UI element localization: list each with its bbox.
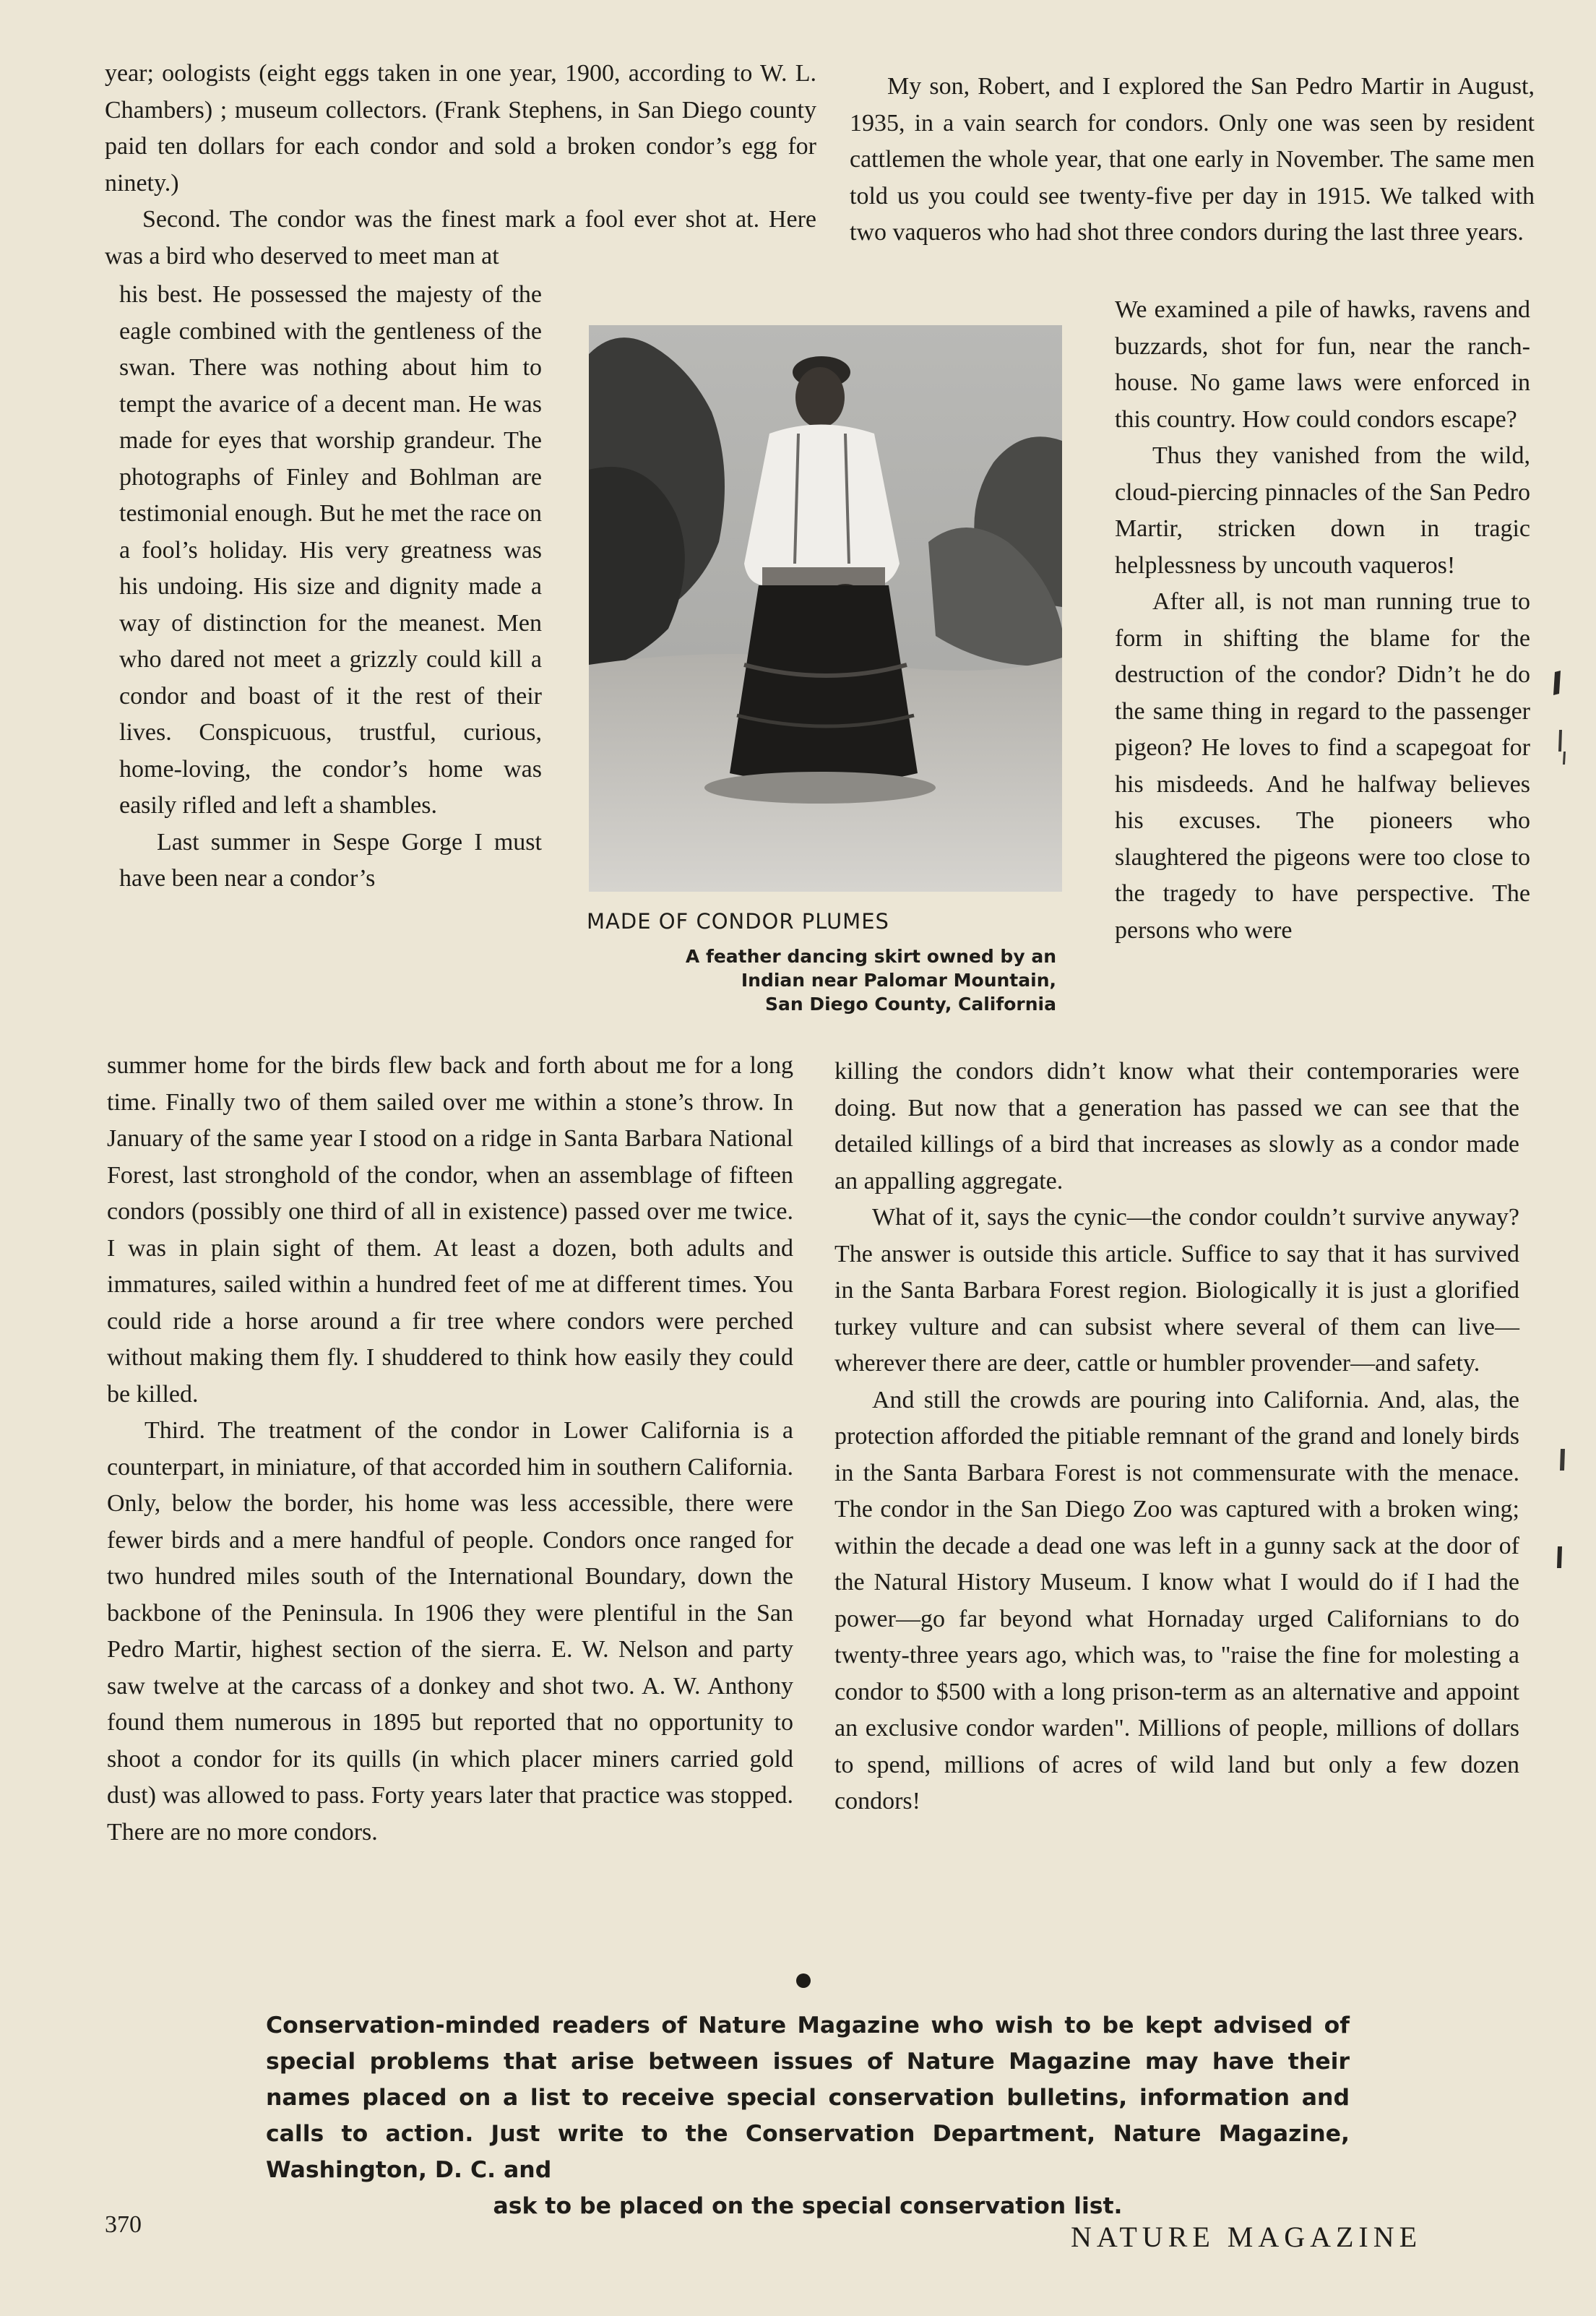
photo-caption-title: MADE OF CONDOR PLUMES xyxy=(587,909,889,934)
caption-line: A feather dancing skirt owned by an xyxy=(685,946,1056,967)
notice-last-line: ask to be placed on the special conservation list. xyxy=(493,2193,1123,2219)
left-column-narrow xyxy=(119,277,542,897)
margin-ink-marks xyxy=(1546,650,1575,1590)
page-number: 370 xyxy=(105,2211,142,2238)
paragraph: We examined a pile of hawks, ravens and buzzards, shot for fun, near the ranch-house. No game laws were enforced in this country. How could condors escape? xyxy=(1115,296,1530,433)
caption-line: Indian near Palomar Mountain, xyxy=(741,970,1056,991)
left-column-top xyxy=(105,56,816,275)
right-column-top xyxy=(850,69,1535,251)
paragraph: his best. He possessed the majesty of the eagle combined with the gentleness of the swan. There was nothing about him to tempt the avarice of a decent man. He was made for eyes that worship grandeur. The photographs of Finley and Bohlman are testimonial enough. But he met the race on a fool’s holiday. His very greatness was his undoing. His size and dignity made a way of distinction for the meanest. Men who dared not meet a grizzly could kill a condor and boast of it the rest of their lives. Conspicuous, trustful, curious, home-loving, the condor’s home was easily rifled and left a shambles. xyxy=(119,281,542,819)
paragraph: Last summer in Sespe Gorge I must have been near a condor’s xyxy=(119,828,542,892)
paragraph: summer home for the birds flew back and forth about me for a long time. Finally two of them sailed over me within a stone’s throw. In January of the same year I stood on a ridge in Santa Barbara National Forest, last stronghold of the condor, when an assemblage of fifteen condors (possibly one third of all in existence) passed over me twice. I was in plain sight of them. At least a dozen, both adults and immatures, sailed within a hundred feet of me at different times. You could ride a horse around a fir tree where condors were perched without making them fly. I shuddered to think how easily they could be killed. xyxy=(107,1052,793,1408)
paragraph: Thus they vanished from the wild, cloud-piercing pinnacles of the San Pedro Martir, stricken down in tragic helplessness by uncouth vaqueros! xyxy=(1115,442,1530,579)
paragraph: year; oologists (eight eggs taken in one year, 1900, according to W. L. Chambers) ; museum collectors. (Frank Stephens, in San Diego county paid ten dollars for each condor and sold a broken condor’s egg for ninety.) xyxy=(105,60,816,197)
right-column-bottom xyxy=(834,1054,1519,1820)
paragraph: Third. The treatment of the condor in Lower California is a counterpart, in miniature, of that accorded him in southern California. Only, below the border, his home was less accessible, there were fewer birds and a mere handful of people. Condors once ranged for two hundred miles south of the International Boundary, down the backbone of the Peninsula. In 1906 they were plentiful in the San Pedro Martir, highest section of the sierra. E. W. Nelson and party saw twelve at the carcass of a donkey and shot two. A. W. Anthony found them numerous in 1895 but reported that no opportunity to shoot a condor for its quills (in which placer miners carried gold dust) was allowed to pass. Forty years later that practice was stopped. There are no more condors. xyxy=(107,1417,793,1846)
conservation-notice xyxy=(266,2007,1350,2224)
photograph-feather-skirt xyxy=(589,325,1062,892)
left-column-bottom xyxy=(107,1048,793,1851)
caption-line: San Diego County, California xyxy=(764,994,1056,1015)
paragraph: My son, Robert, and I explored the San Pedro Martir in August, 1935, in a vain search for condors. Only one was seen by resident cattlemen the whole year, that one early in November. The same men told us you could see twenty-five per day in 1915. We talked with two vaqueros who had shot three condors during the last three years. xyxy=(850,73,1535,246)
magazine-name: NATURE MAGAZINE xyxy=(1071,2221,1423,2253)
section-bullet xyxy=(796,1973,811,1988)
paragraph: And still the crowds are pouring into California. And, alas, the protection afforded the pitiable remnant of the grand and lonely birds in the Santa Barbara Forest is not commensurate with the menace. The condor in the San Diego Zoo was captured with a broken wing; within the decade a dead one was left in a gunny sack at the door of the Natural History Museum. I know what I would do if I had the power—go far beyond what Hornaday urged Californians to do twenty-three years ago, which was, to "raise the fine for molesting a condor to $500 with a long prison-term as an alternative and appoint an exclusive condor warden". Millions of people, millions of dollars to spend, millions of acres of wild land but only a few dozen condors! xyxy=(834,1386,1519,1815)
photo-illustration xyxy=(589,325,1062,892)
notice-text: Conservation-minded readers of Nature Magazine who wish to be kept advised of special problems that arise between issues of Nature Magazine may have their names placed on a list to receive special conservation bulletins, information and calls to action. Just write to the Conservation Department, Nature Magazine, Washington, D. C. and xyxy=(266,2012,1350,2183)
paragraph: What of it, says the cynic—the condor couldn’t survive anyway? The answer is outside this article. Suffice to say that it has survived in the Santa Barbara Forest region. Biologically it is just a glorified turkey vulture and can subsist where several of them can live—wherever there are deer, cattle or humbler provender—and safety. xyxy=(834,1204,1519,1377)
right-column-narrow xyxy=(1115,292,1530,949)
paragraph: killing the condors didn’t know what their contemporaries were doing. But now that a generation has passed we can see that the detailed killings of a bird that increases as slowly as a condor made an appalling aggregate. xyxy=(834,1058,1519,1194)
paragraph: After all, is not man running true to form in shifting the blame for the destruction of the condor? Didn’t he do the same thing in regard to the passenger pigeon? He loves to find a scapegoat for his misdeeds. And he halfway believes his excuses. The pioneers who slaughtered the pigeons were too close to the tragedy to have perspective. The persons who were xyxy=(1115,588,1530,944)
paragraph: Second. The condor was the finest mark a fool ever shot at. Here was a bird who deserved to meet man at xyxy=(105,206,816,270)
photo-caption xyxy=(636,944,1056,1016)
